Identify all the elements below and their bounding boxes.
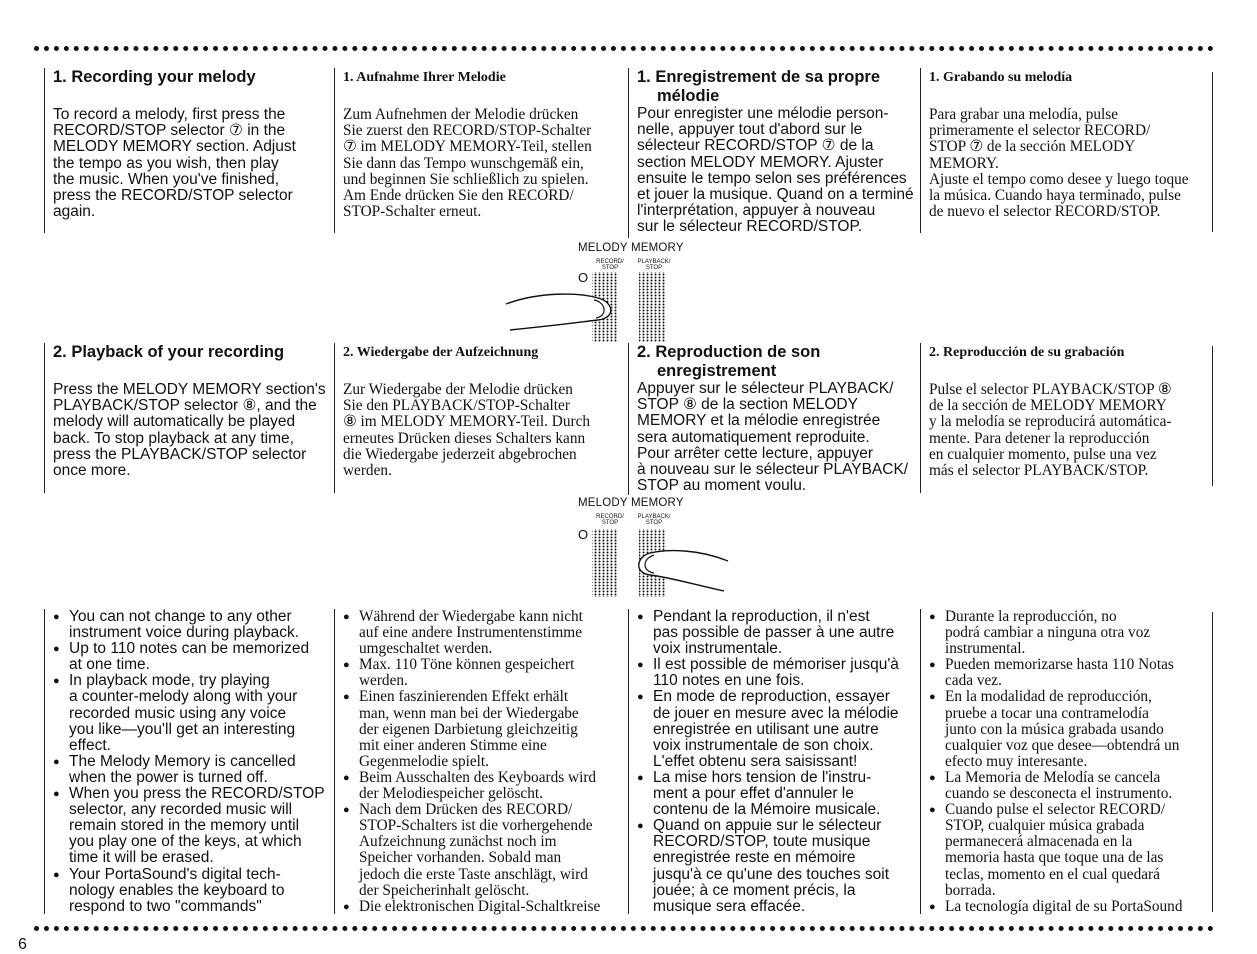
list-item: ● Nach dem Drücken des RECORD/ STOP-Schalters ist die vorhergehende Aufzeichnung zunächst noch im Speicher vorhanden. Sobald man jedoch die erste Taste anschlägt, wird der Speicherinhalt gelöscht.: [343, 802, 628, 899]
list-item: ● Einen faszinierenden Effekt erhält man, wenn man bei der Wiedergabe der eigenen Darbietung gleichzeitig mit einer anderen Stimme eine Gegenmelodie spielt.: [343, 689, 628, 769]
list-item: ● In playback mode, try playing a counter-melody along with your recorded music using any voice you like—you'll get an interesting effect.: [53, 673, 334, 753]
list-item: ● The Melody Memory is cancelled when the power is turned off.: [53, 754, 334, 786]
german-text-1: Zum Aufnehmen der Melodie drücken Sie zuerst den RECORD/STOP-Schalter ⑦ im MELODY MEMORY-Teil, stellen Sie dann das Tempo wunschgemäß ein, und beginnen Sie schließlich zu spielen. Am Ende drücken Sie den RECORD/ STOP-Schalter erneut.: [343, 106, 592, 221]
record-stop-label-2: RECORD/ STOP: [596, 514, 624, 526]
diagram-circle-1: O: [578, 270, 589, 285]
spanish-bullet-list: [929, 609, 1216, 915]
list-item: ● Während der Wiedergabe kann nicht auf eine andere Instrumentenstimme umgeschaltet werden.: [343, 609, 628, 657]
french-section-1: [628, 68, 920, 238]
english-notes: [44, 609, 334, 914]
list-item: ● Pendant la reproduction, il n'est pas possible de passer à une autre voix instrumentale.: [637, 609, 920, 657]
english-text-2: Press the MELODY MEMORY section's PLAYBACK/STOP selector ⑧, and the melody will automatically be played back. To stop playback at any time, press the PLAYBACK/STOP selector once more.: [53, 381, 326, 480]
german-title-1: 1. Aufnahme Ihrer Melodie: [343, 70, 506, 85]
german-bullet-list: [343, 609, 628, 915]
playback-stop-label: PLAYBACK/ STOP: [637, 259, 671, 271]
finger-press-illustration-2: [498, 527, 698, 607]
diagram-label-2: MELODY MEMORY: [578, 497, 684, 509]
page-number: 6: [18, 936, 27, 953]
english-section-1: [44, 68, 334, 233]
french-section-2: [628, 343, 920, 495]
melody-memory-diagram-playback: [578, 497, 708, 607]
spanish-title-2: 2. Reproducción de su grabación: [929, 345, 1125, 360]
list-item: ● Die elektronischen Digital-Schaltkreise: [343, 899, 628, 915]
list-item: ● You can not change to any other instrument voice during playback.: [53, 609, 334, 641]
list-item: ● Max. 110 Töne können gespeichert werden.: [343, 657, 628, 689]
record-stop-button-2: [592, 529, 618, 597]
spanish-section-2: [920, 343, 1216, 493]
list-item: ● Cuando pulse el selector RECORD/ STOP, cualquier música grabada permanecerá almacenada en la memoria hasta que toque una de las teclas, momento en el cual quedará borrada.: [929, 802, 1216, 899]
list-item: ● Beim Ausschalten des Keyboards wird der Melodiespeicher gelöscht.: [343, 770, 628, 802]
french-title-1: 1. Enregistrement de sa propre mélodie: [637, 68, 880, 105]
german-section-2: [334, 343, 628, 493]
german-text-2: Zur Wiedergabe der Melodie drücken Sie den PLAYBACK/STOP-Schalter ⑧ im MELODY MEMORY-Teil. Durch erneutes Drücken dieses Schalters kann die Wiedergabe jederzeit abgebrochen werden.: [343, 381, 591, 480]
list-item: ● En mode de reproduction, essayer de jouer en mesure avec la mélodie enregistrée en utilisant une autre voix instrumentale de son choix. L'effet obtenu sera saisissant!: [637, 689, 920, 769]
english-bullet-list: [53, 609, 334, 915]
list-item: ● Pueden memorizarse hasta 110 Notas cada vez.: [929, 657, 1216, 689]
german-section-1: [334, 68, 628, 233]
german-notes: [334, 609, 628, 914]
list-item: ● Up to 110 notes can be memorized at one time.: [53, 641, 334, 673]
list-item: ● Durante la reproducción, no podrá cambiar a ninguna otra voz instrumental.: [929, 609, 1216, 657]
bottom-dotted-rule: [34, 926, 1214, 931]
list-item: ● La Memoria de Melodía se cancela cuando se desconecta el instrumento.: [929, 770, 1216, 802]
spanish-section-1: [920, 68, 1216, 233]
german-title-2: 2. Wiedergabe der Aufzeichnung: [343, 345, 539, 360]
french-text-2: Appuyer sur le sélecteur PLAYBACK/ STOP ⑧ de la section MELODY MEMORY et la mélodie enregistrée sera automatiquement reproduite. Pour arrêter cette lecture, appuyer à nouveau sur le sélecteur PLAYBACK/ STOP au moment voulu.: [637, 380, 909, 495]
list-item: ● Quand on appuie sur le sélecteur RECORD/STOP, toute musique enregistrée reste en mémoire jusqu'à ce qu'une des touches soit jouée; à ce moment précis, la musique sera effacée.: [637, 818, 920, 915]
spanish-right-rule-2: [1212, 346, 1213, 486]
playback-stop-label-2: PLAYBACK/ STOP: [637, 514, 671, 526]
french-bullet-list: [637, 609, 920, 915]
english-section-2: [44, 343, 334, 493]
spanish-right-rule-1: [1212, 72, 1213, 232]
french-notes: [628, 609, 920, 914]
top-dotted-rule: [34, 46, 1214, 51]
spanish-title-1: 1. Grabando su melodía: [929, 70, 1073, 85]
spanish-notes: [920, 609, 1216, 914]
diagram-label: MELODY MEMORY: [578, 242, 684, 254]
spanish-right-rule-3: [1212, 612, 1213, 912]
list-item: ● When you press the RECORD/STOP selector, any recorded music will remain stored in the memory until you play one of the keys, at which time it will be erased.: [53, 786, 334, 866]
french-text-1: Pour enregister une mélodie person- nelle, appuyer tout d'abord sur le sélecteur RECORD/STOP ⑦ de la section MELODY MEMORY. Ajuster ensuite le tempo selon ses préférences et jouer la musique. Quand on a terminé l'interprétation, appuyer à nouveau sur le sélecteur RECORD/STOP.: [637, 105, 914, 236]
english-title-2: 2. Playback of your recording: [53, 343, 285, 361]
list-item: ● Il est possible de mémoriser jusqu'à 110 notes en une fois.: [637, 657, 920, 689]
list-item: ● En la modalidad de reproducción, pruebe a tocar una contramelodía junto con la música grabada usando cualquier voz que desee—obtendrá un efecto muy interesante.: [929, 689, 1216, 769]
list-item: ● La tecnología digital de su PortaSound: [929, 899, 1216, 915]
english-text-1: To record a melody, first press the RECORD/STOP selector ⑦ in the MELODY MEMORY section. Adjust the tempo as you wish, then play the music. When you've finished, press the RECORD/STOP selector again.: [53, 106, 296, 221]
record-stop-label: RECORD/ STOP: [596, 259, 624, 271]
list-item: ● La mise hors tension de l'instru- ment a pour effet d'annuler le contenu de la Mémoire musicale.: [637, 770, 920, 818]
french-title-2: 2. Reproduction de son enregistrement: [637, 343, 821, 380]
english-title-1: 1. Recording your melody: [53, 68, 256, 86]
playback-stop-button: [639, 272, 665, 342]
diagram-circle-2: O: [578, 527, 589, 542]
spanish-text-2: Pulse el selector PLAYBACK/STOP ⑧ de la sección de MELODY MEMORY y la melodía se reproducirá automática- mente. Para detener la reproducción en cualquier momento, pulse una vez más el selector PLAYBACK/STOP.: [929, 381, 1172, 480]
list-item: ● Your PortaSound's digital tech- nology enables the keyboard to respond to two "commands": [53, 867, 334, 915]
spanish-text-1: Para grabar una melodía, pulse primeramente el selector RECORD/ STOP ⑦ de la sección MELODY MEMORY. Ajuste el tempo como desee y luego toque la música. Cuando haya terminado, pulse de nuevo el selector RECORD/STOP.: [929, 106, 1189, 221]
